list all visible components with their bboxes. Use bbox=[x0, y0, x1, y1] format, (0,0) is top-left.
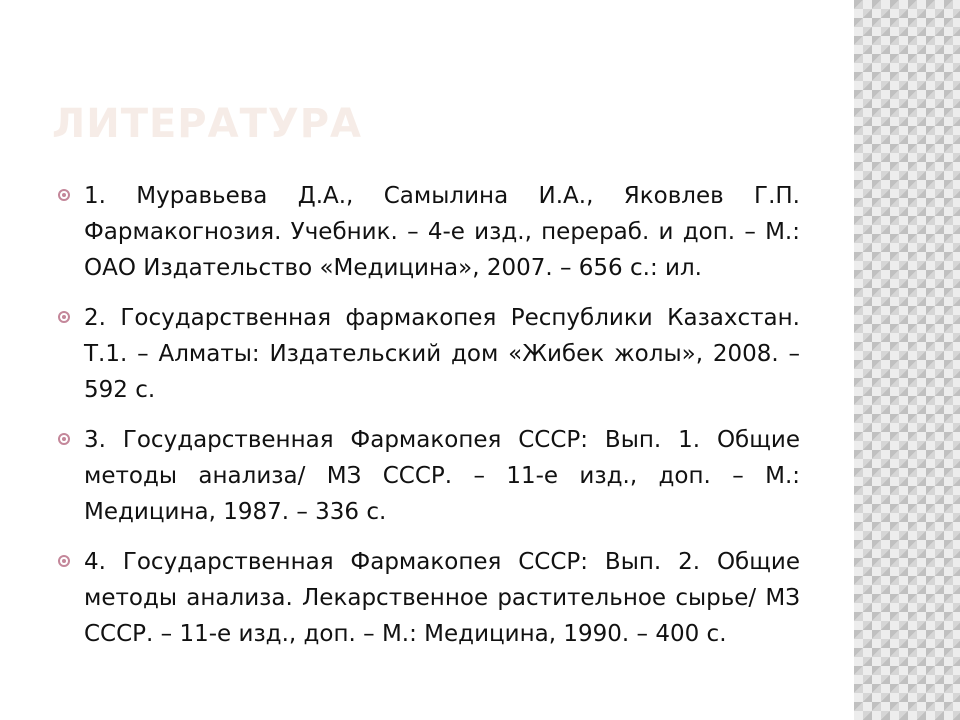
reference-item-4 bbox=[56, 544, 800, 652]
decorative-side-panel bbox=[854, 0, 960, 720]
slide-title: ЛИТЕРАТУРА bbox=[52, 101, 362, 147]
circle-bullet-icon bbox=[58, 555, 70, 567]
circle-bullet-icon bbox=[58, 311, 70, 323]
reference-list bbox=[56, 178, 800, 666]
reference-item-3 bbox=[56, 422, 800, 530]
circle-bullet-icon bbox=[58, 433, 70, 445]
reference-text: 2. Государственная фармакопея Республики Казахстан. Т.1. – Алматы: Издательский дом «Жибек жолы», 2008. – 592 с. bbox=[84, 305, 800, 403]
reference-item-1 bbox=[56, 178, 800, 286]
reference-text: 1. Муравьева Д.А., Самылина И.А., Яковлев Г.П. Фармакогнозия. Учебник. – 4-е изд., перераб. и доп. – М.: ОАО Издательство «Медицина», 2007. – 656 с.: ил. bbox=[84, 183, 800, 281]
reference-item-2 bbox=[56, 300, 800, 408]
reference-text: 4. Государственная Фармакопея СССР: Вып. 2. Общие методы анализа. Лекарственное растительное сырье/ МЗ СССР. – 11-е изд., доп. – М.: Медицина, 1990. – 400 с. bbox=[84, 549, 800, 647]
reference-text: 3. Государственная Фармакопея СССР: Вып. 1. Общие методы анализа/ МЗ СССР. – 11-е изд., доп. – М.: Медицина, 1987. – 336 с. bbox=[84, 427, 800, 525]
circle-bullet-icon bbox=[58, 189, 70, 201]
